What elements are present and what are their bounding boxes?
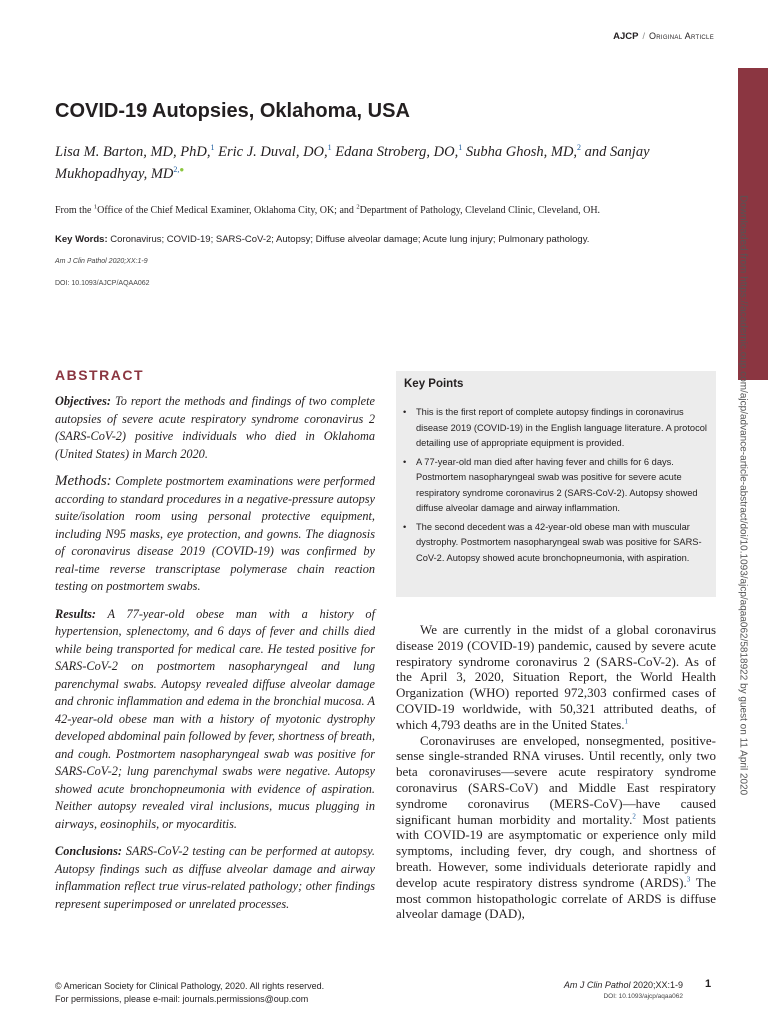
body-text-run: The most common histopathologic correlate of ARDS is diffuse alveolar damage (DAD),	[396, 874, 716, 922]
author-name: Edana Stroberg, DO,	[335, 144, 459, 160]
footer-doi[interactable]: DOI: 10.1093/ajcp/aqaa062	[603, 993, 683, 1000]
results-text: A 77-year-old obese man with a history of hypertension, splenectomy, and 6 days of fever and chills died while being transported for medical care. He tested positive for SARS-CoV-2 on postmortem nasopharyngeal and lung parenchymal swabs. Autopsy revealed diffuse alveolar damage and chronic inflammation and edema in the bronchial mucosa. A 42-year-old obese man with a history of myotonic dystrophy developed abdominal pain followed by fever, shortness of breath, and cough. Postmortem nasopharyngeal swab was positive for SARS-CoV-2; lung parenchymal swabs were negative. Autopsy showed acute bronchopneumonia with evidence of aspiration. Neither autopsy revealed viral inclusions, mucus plugging in airways, eosinophils, or myocarditis.	[55, 606, 375, 831]
citation: Am J Clin Pathol 2020;XX:1-9	[55, 258, 148, 265]
body-text-run: Most patients with COVID-19 are asymptomatic or experience only mild symptoms, including fever, dry cough, and shortness of breath. However, some individuals deteriorate rapidly and develop acute respiratory distress syndrome (ARDS).	[396, 811, 716, 890]
body-text	[396, 622, 716, 922]
key-point-item: • A 77-year-old man died after having fever and chills for 6 days. Postmortem nasopharyngeal swab was positive for severe acute respiratory syndrome coronavirus 2 (SARS-CoV-2). Autopsy showed diffuse alveolar damage and airway inflammation.	[398, 455, 708, 517]
body-text-run: Coronaviruses are enveloped, nonsegmented, positive-sense single-stranded RNA viruses. Until recently, only two beta coronaviruses—severe acute respiratory syndrome coronavirus (SARS-CoV) and Middle East respiratory syndrome coronavirus (MERS-CoV)—have caused significant human morbidity and mortality.	[396, 732, 716, 827]
objectives-label: Objectives:	[55, 394, 111, 408]
affiliation-ref[interactable]: 2	[577, 143, 582, 153]
affiliation-ref[interactable]: 1	[458, 143, 463, 153]
body-paragraph	[396, 733, 716, 923]
objectives-text: To report the methods and findings of two complete autopsies of severe acute respiratory syndrome coronavirus 2 (SARS-CoV-2) positive individuals who died in Oklahoma (United States) in March 2020.	[55, 394, 375, 461]
author-name: and Sanjay Mukhopadhyay, MD	[55, 144, 650, 182]
author-name: Subha Ghosh, MD,	[465, 144, 578, 160]
doi[interactable]: DOI: 10.1093/AJCP/AQAA062	[55, 280, 150, 287]
permissions-text: For permissions, please e-mail: journals.permissions@oup.com	[55, 994, 309, 1004]
footer-volume: 2020;XX:1-9	[630, 980, 683, 990]
running-header	[613, 31, 714, 42]
conclusions-text: SARS-CoV-2 testing can be performed at autopsy. Autopsy findings such as diffuse alveolar damage and airway inflammation reflect true virus-related pathology; other findings represent superimposed or unrelated processes.	[55, 844, 375, 911]
abstract-methods	[55, 473, 375, 596]
author-name: Eric J. Duval, DO,	[218, 144, 328, 160]
reference-link[interactable]: 2	[632, 812, 636, 821]
reference-link[interactable]: 3	[686, 875, 691, 884]
affiliation-number: 2	[356, 203, 360, 211]
header-separator: /	[642, 31, 645, 41]
affiliation-number: 1	[93, 203, 98, 211]
affiliation-ref[interactable]: 2,	[173, 165, 180, 175]
abstract-body	[55, 393, 375, 923]
abstract-objectives	[55, 393, 375, 463]
affiliation-ref[interactable]: 1	[327, 143, 332, 153]
footer-citation	[564, 980, 683, 1000]
affiliation-ref[interactable]: 1	[210, 143, 215, 153]
key-point-item: • This is the first report of complete autopsy findings in coronavirus disease 2019 (COVID-19) in the English language literature. A protocol detailing use of appropriate equipment is provided.	[398, 405, 708, 452]
body-text-run: We are currently in the midst of a global coronavirus disease 2019 (COVID-19) pandemic, caused by severe acute respiratory syndrome coronavirus 2 (SARS-CoV-2). As of the April 3, 2020, Situation Report, the World Health Organization (WHO) reported 972,303 confirmed cases of COVID-19 worldwide, with 50,321 attributed deaths, of which 4,793 deaths are in the United States.	[396, 622, 716, 732]
key-points-title: Key Points	[404, 378, 464, 390]
page-number: 1	[705, 978, 712, 990]
keywords	[55, 234, 589, 245]
affiliations	[55, 205, 705, 216]
results-label: Results:	[55, 606, 96, 621]
copyright-text: © American Society for Clinical Pathology, 2020. All rights reserved.	[55, 981, 325, 991]
author-name: Lisa M. Barton, MD, PhD,	[55, 144, 211, 160]
article-title: COVID-19 Autopsies, Oklahoma, USA	[55, 100, 410, 122]
reference-link[interactable]: 1	[624, 717, 629, 726]
footer-cite-line	[564, 980, 683, 990]
article-type: Original Article	[648, 31, 714, 41]
key-point-item: • The second decedent was a 42-year-old obese man with muscular dystrophy. Postmortem nasopharyngeal swab was positive for SARS-CoV-2. Autopsy showed acute bronchopneumonia, with aspiration.	[398, 520, 708, 567]
author-list	[55, 141, 675, 185]
footer-journal: Am J Clin Pathol	[563, 980, 631, 990]
abstract-results	[55, 606, 375, 834]
body-paragraph	[396, 622, 716, 733]
methods-text: Complete postmortem examinations were performed according to standard procedures in a negative-pressure autopsy suite/isolation room using personal protective equipment, including N95 masks, eye protection, and gowns. The diagnosis of coronavirus disease 2019 (COVID-19) was confirmed by real-time reverse transcriptase polymerase chain reaction testing on postmortem swabs.	[55, 474, 375, 593]
affiliation-prefix: From the	[55, 205, 94, 216]
conclusions-label: Conclusions:	[55, 844, 122, 858]
abstract-heading: ABSTRACT	[55, 367, 144, 383]
keywords-text: Coronavirus; COVID-19; SARS-CoV-2; Autopsy; Diffuse alveolar damage; Acute lung injury; Pulmonary pathology.	[110, 234, 590, 245]
footer-copyright	[55, 980, 324, 1006]
journal-name: AJCP	[613, 31, 639, 42]
orcid-icon[interactable]: ●	[179, 165, 185, 175]
affiliation-text: Department of Pathology, Cleveland Clinic, Cleveland, OH.	[359, 205, 601, 216]
key-points-list	[398, 405, 708, 569]
download-note	[735, 195, 751, 835]
abstract-conclusions	[55, 843, 375, 913]
methods-label: Methods:	[55, 473, 112, 489]
affiliation-text: Office of the Chief Medical Examiner, Oklahoma City, OK; and	[97, 205, 357, 216]
keywords-label: Key Words:	[55, 234, 108, 245]
download-note-text: Downloaded from https://academic.oup.com/ajcp/advance-article-abstract/doi/10.1093/ajcp/aqaa062/5818922 by guest on 11 April 2020	[737, 195, 749, 796]
